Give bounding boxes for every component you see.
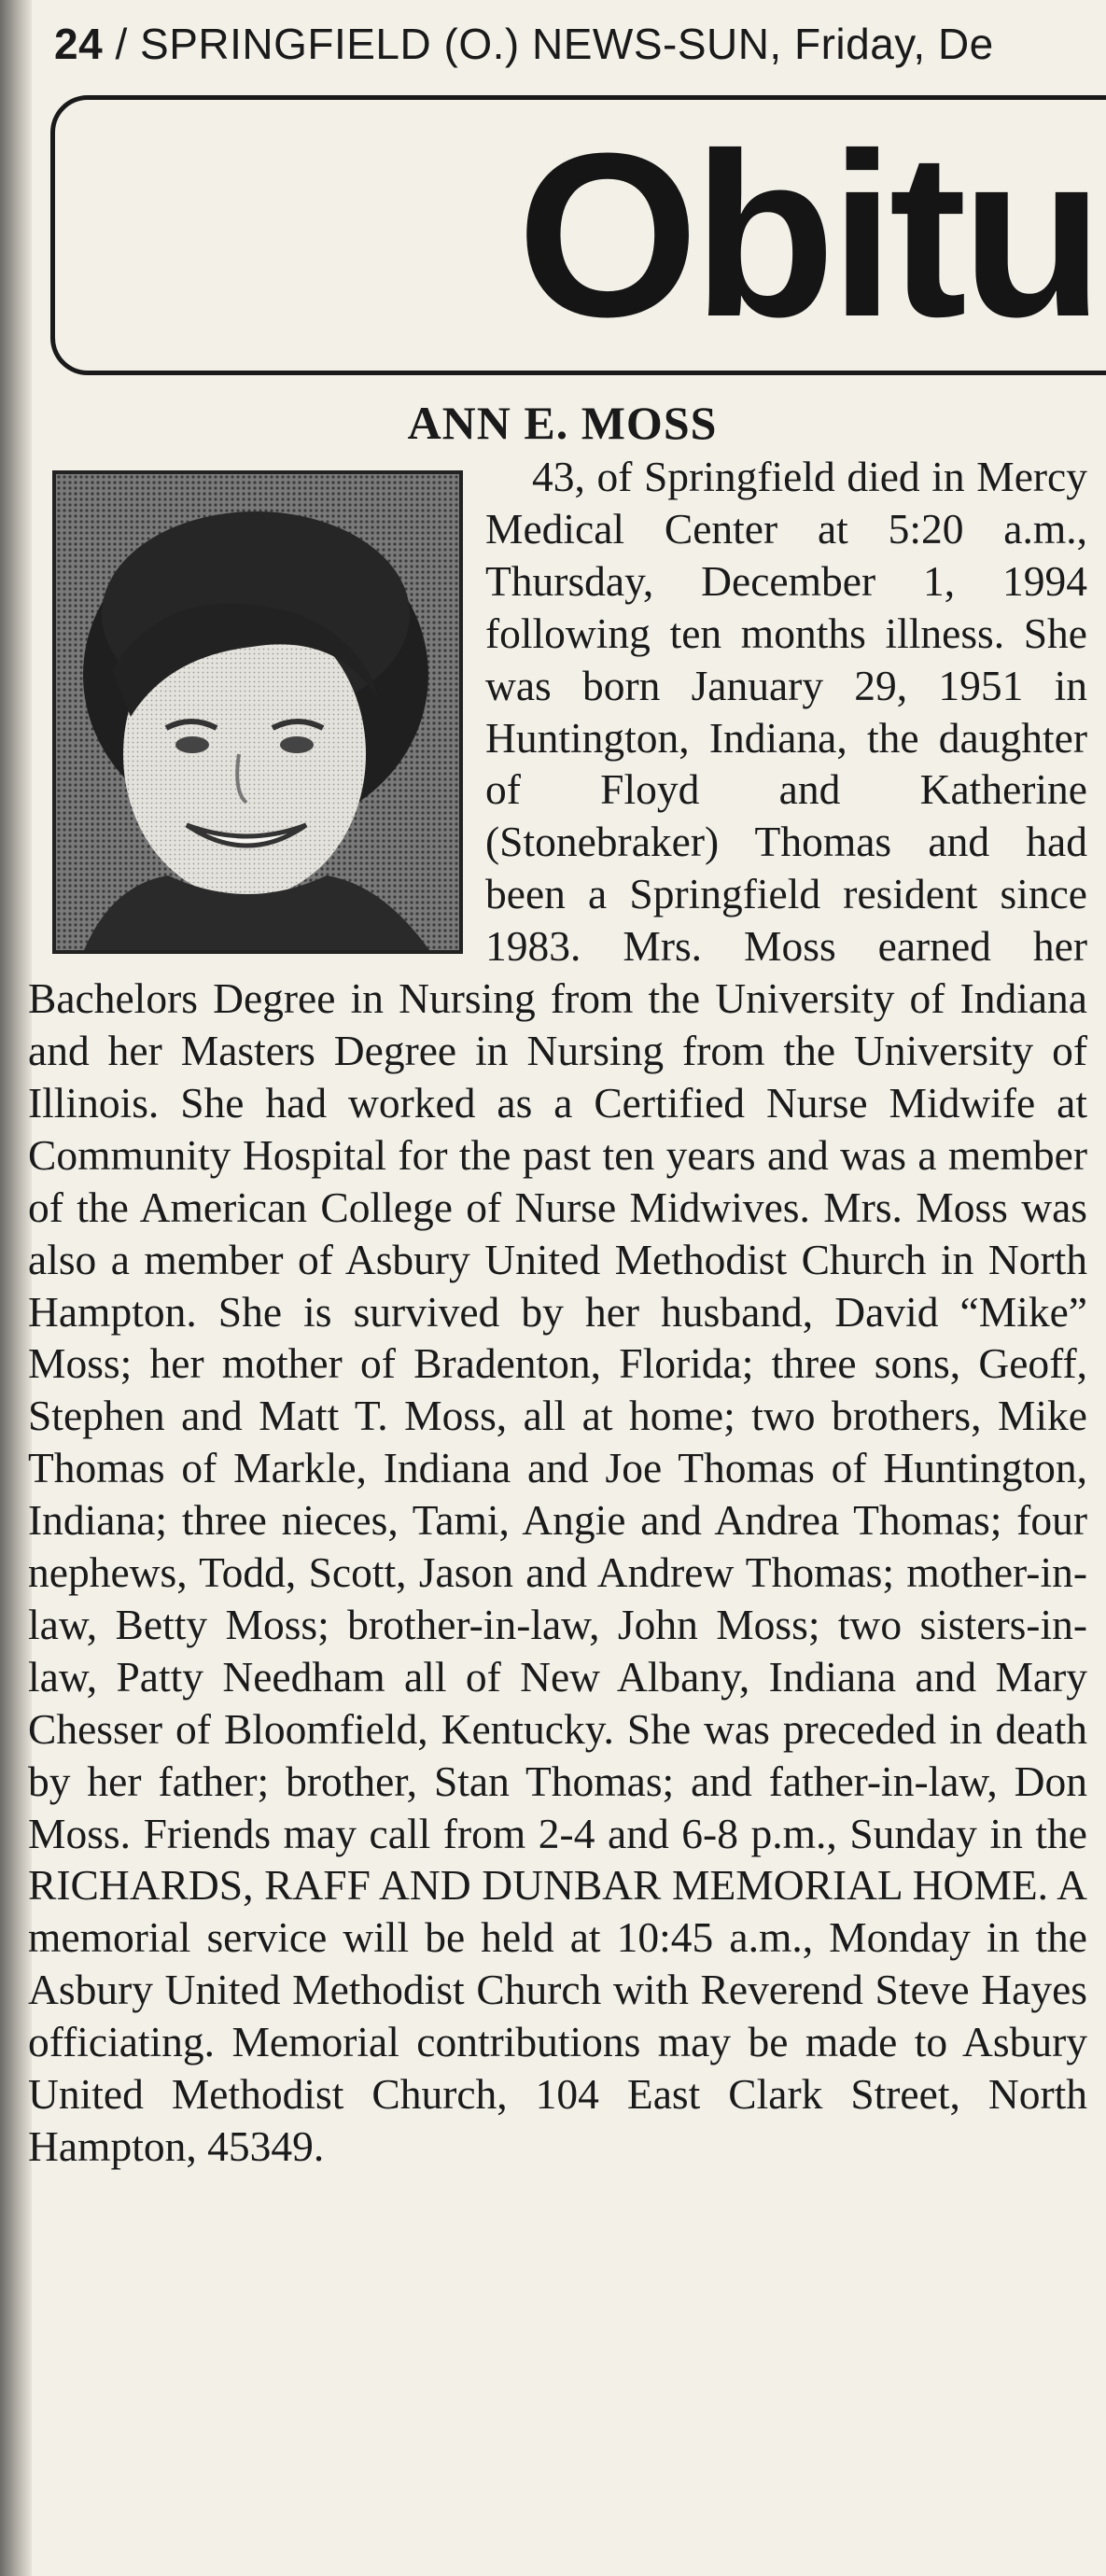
page-number: 24 <box>54 20 104 68</box>
obituary-article <box>28 451 1087 2173</box>
newspaper-masthead <box>54 19 994 69</box>
obituary-text: 43, of Springfield died in Mercy Medical Center at 5:20 a.m., Thursday, December 1, 1994 following ten months illness. She was born January 29, 1951 in Huntington, Indiana, the daughter of Floyd and Katherine (Stonebraker) Thomas and had been a Springfield resident since 1983. Mrs. Moss earned her Bachelors Degree in Nursing from the University of Indiana and her Masters Degree in Nursing from the University of Illinois. She had worked as a Certified Nurse Midwife at Community Hospital for the past ten years and was a member of the American College of Nurse Midwives. Mrs. Moss was also a member of Asbury United Methodist Church in North Hampton. She is survived by her husband, David “Mike” Moss; her mother of Bradenton, Florida; three sons, Geoff, Stephen and Matt T. Moss, all at home; two brothers, Mike Thomas of Markle, Indiana and Joe Thomas of Huntington, Indiana; three nieces, Tami, Angie and Andrea Thomas; four nephews, Todd, Scott, Jason and Andrew Thomas; mother-in-law, Betty Moss; brother-in-law, John Moss; two sisters-in-law, Patty Needham all of New Albany, Indiana and Mary Chesser of Bloomfield, Kentucky. She was preceded in death by her father; brother, Stan Thomas; and father-in-law, Don Moss. Friends may call from 2-4 and 6-8 p.m., Sunday in the RICHARDS, RAFF AND DUNBAR MEMORIAL HOME. A memorial service will be held at 10:45 a.m., Monday in the Asbury United Methodist Church with Reverend Steve Hayes officiating. Memorial contributions may be made to Asbury United Methodist Church, 104 East Clark Street, North Hampton, 45349. <box>28 453 1087 2170</box>
section-banner <box>50 95 1106 375</box>
publication-line: / SPRINGFIELD (O.) NEWS-SUN, Friday, De <box>103 20 994 68</box>
obituary-name: ANN E. MOSS <box>407 397 718 449</box>
portrait-photo <box>52 470 463 954</box>
section-title: Obitu <box>517 105 1099 365</box>
page-fold-shadow <box>0 0 32 2576</box>
